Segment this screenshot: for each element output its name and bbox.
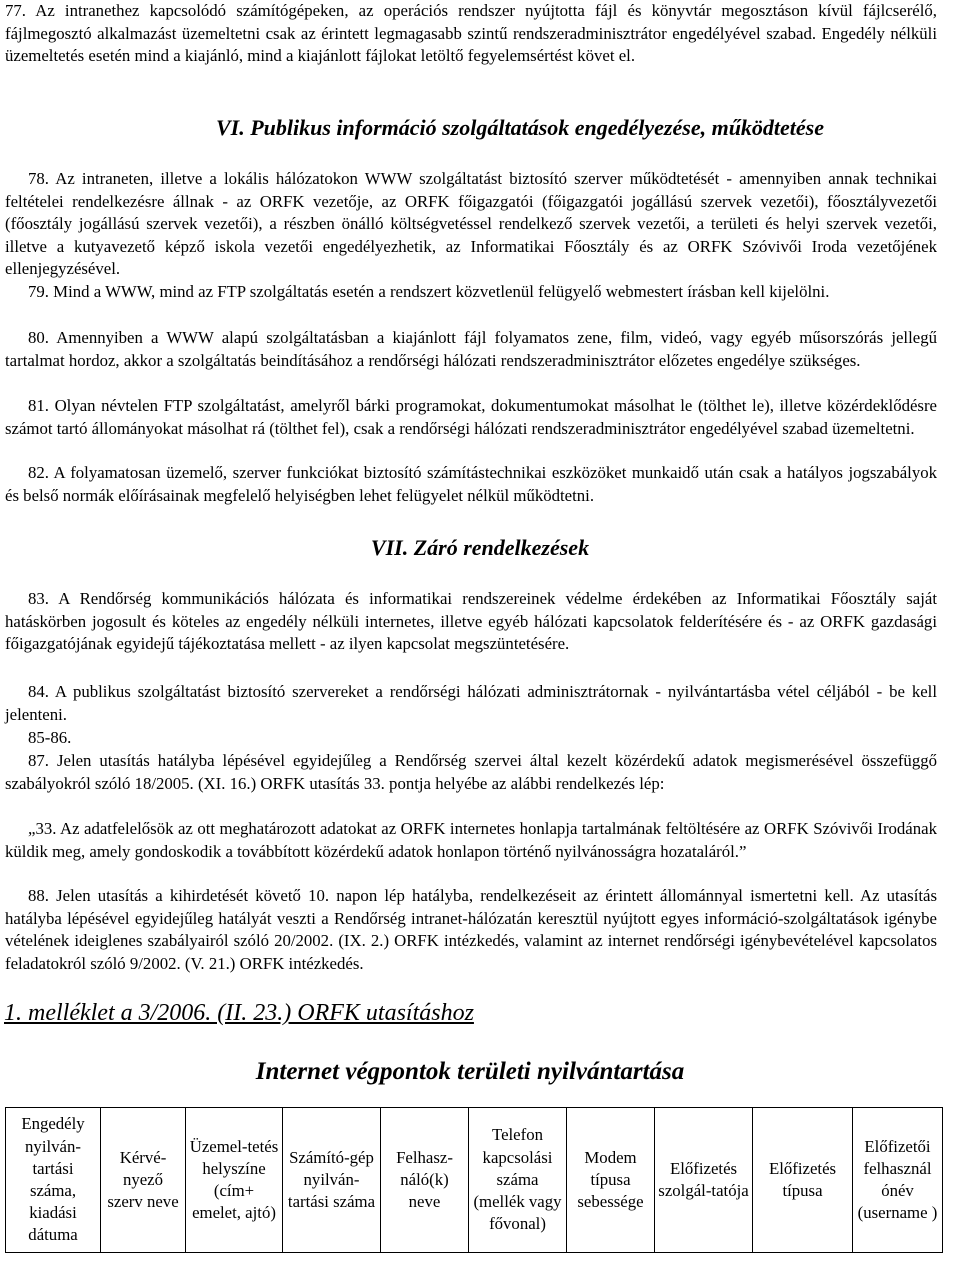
paragraph-80: 80. Amennyiben a WWW alapú szolgáltatásban a kiajánlott fájl folyamatos zene, film, videó, vagy egyéb műsorszórás jellegű tartalmat hordoz, akkor a szolgáltatás beindításához a rendőrségi hálózati rendszeradminisztrátor előzetes engedélye szükséges. xyxy=(5,328,937,370)
paragraph-79: 79. Mind a WWW, mind az FTP szolgáltatás esetén a rendszert közvetlenül felügyelő webmestert írásban kell kijelölni. xyxy=(28,282,830,301)
paragraph-81: 81. Olyan névtelen FTP szolgáltatást, amelyről bárki programokat, dokumentumokat másolhat le (tölthet le), illetve közérdeklődésre számot tartó állományokat másolhat rá (tölthet fel), csak a rendőrségi hálózati rendszeradminisztrátor engedélyével szabad üzemeltetni. xyxy=(5,396,937,438)
header-subscription-type: Előfizetés típusa xyxy=(753,1108,853,1253)
paragraph-87: 87. Jelen utasítás hatályba lépésével egyidejűleg a Rendőrség szervei által kezelt közérdekű adatok megismerésével összefüggő szabályokról szóló 18/2005. (XI. 16.) ORFK utasítás 33. pontja helyébe az alábbi rendelkezés lép: xyxy=(5,751,937,793)
header-computer-id: Számító-gép nyilván-tartási száma xyxy=(283,1108,381,1253)
section-7-title: VII. Záró rendelkezések xyxy=(370,535,590,560)
paragraph-77: 77. Az intranethez kapcsolódó számítógépeken, az operációs rendszer nyújtotta fájl és könyvtár megosztáson kívül fájlcserélő, fájlmegosztó alkalmazást üzemeltetni csak az érintett legmagasabb szintű rendszeradminisztrátor engedélyével szabad. Engedély nélküli üzemeltetés esetén mind a kiajánló, mind a kiajánlott fájlokat letöltő fegyelemsértést követ el. xyxy=(5,1,937,66)
header-phone: Telefon kapcsolási száma (mellék vagy fővonal) xyxy=(469,1108,567,1253)
paragraph-87-quote: „33. Az adatfelelősök az ott meghatározott adatokat az ORFK internetes honlapja tartalmának feltöltésére az ORFK Szóvivői Irodának küldik meg, amely gondoskodik a továbbított közérdekű adatok honlapon történő nyilvánosságra hozataláról.” xyxy=(5,819,937,861)
table-header-row xyxy=(6,1108,943,1253)
paragraph-78: 78. Az intraneten, illetve a lokális hálózatokon WWW szolgáltatást biztosító szerver működtetését - amennyiben annak technikai feltételei rendelkezésre állnak - az ORFK vezetője, az ORFK főigazgatói (főigazgatói jogállású szervek vezetői), főosztályvezetői (főosztály jogállású szervek vezetői), a részben önálló költségvetéssel rendelkező szervek vezetői, a területi és helyi szervek vezetői, illetve a kutyavezető képző iskola vezetői engedélyezhetik, az Informatikai Főosztály és az ORFK Szóvivői Iroda vezetőjének ellenjegyzésével. xyxy=(5,169,937,279)
paragraph-84: 84. A publikus szolgáltatást biztosító szervereket a rendőrségi hálózati adminisztrátornak - nyilvántartásba vétel céljából - be kell jelenteni. xyxy=(5,682,937,724)
header-permit-number: Engedély nyilván-tartási száma, kiadási dátuma xyxy=(6,1108,101,1253)
header-location: Üzemel-tetés helyszíne (cím+ emelet, ajtó) xyxy=(186,1108,283,1253)
header-provider: Előfizetés szolgál-tatója xyxy=(655,1108,753,1253)
paragraph-82: 82. A folyamatosan üzemelő, szerver funkciókat biztosító számítástechnikai eszközöket munkaidő után csak a hatályos jogszabályok és belső normák előírásainak megfelelő helyiségben lehet felügyelet nélkül működtetni. xyxy=(5,463,937,505)
header-requesting-body: Kérvé-nyező szerv neve xyxy=(101,1108,186,1253)
header-username: Előfizetői felhasznál ónév (username ) xyxy=(853,1108,943,1253)
annex-heading: 1. melléklet a 3/2006. (II. 23.) ORFK utasításhoz xyxy=(4,1000,474,1026)
paragraph-88: 88. Jelen utasítás a kihirdetését követő 10. napon lép hatályba, rendelkezéseit az érintett állománnyal ismertetni kell. Az utasítás hatályba lépésével egyidejűleg hatályát veszti a Rendőrség intranet-hálózatán keresztül nyújtott egyes információ-szolgáltatások igénybe vételének ideiglenes szabályairól szóló 20/2002. (IX. 2.) ORFK intézkedés, valamint az internet rendőrségi igénybevételével kapcsolatos feladatokról szóló 9/2002. (V. 21.) ORFK intézkedés. xyxy=(5,886,937,973)
annex-title: Internet végpontok területi nyilvántartása xyxy=(255,1058,685,1085)
registry-table xyxy=(5,1107,943,1253)
paragraph-85-86: 85-86. xyxy=(28,728,72,747)
section-6-title: VI. Publikus információ szolgáltatások engedélyezése, működtetése xyxy=(215,115,825,140)
paragraph-83: 83. A Rendőrség kommunikációs hálózata és informatikai rendszereinek védelme érdekében az Informatikai Főosztály saját hatáskörben jogosult és köteles az engedély nélküli internetes, illetve egyéb hálózati kapcsolatok felderítésére és - az ORFK gazdasági főigazgatójának egyidejű tájékoztatása mellett - az ilyen kapcsolat megszüntetésére. xyxy=(5,589,937,654)
header-modem: Modem típusa sebessége xyxy=(567,1108,655,1253)
header-users: Felhasz-náló(k) neve xyxy=(381,1108,469,1253)
